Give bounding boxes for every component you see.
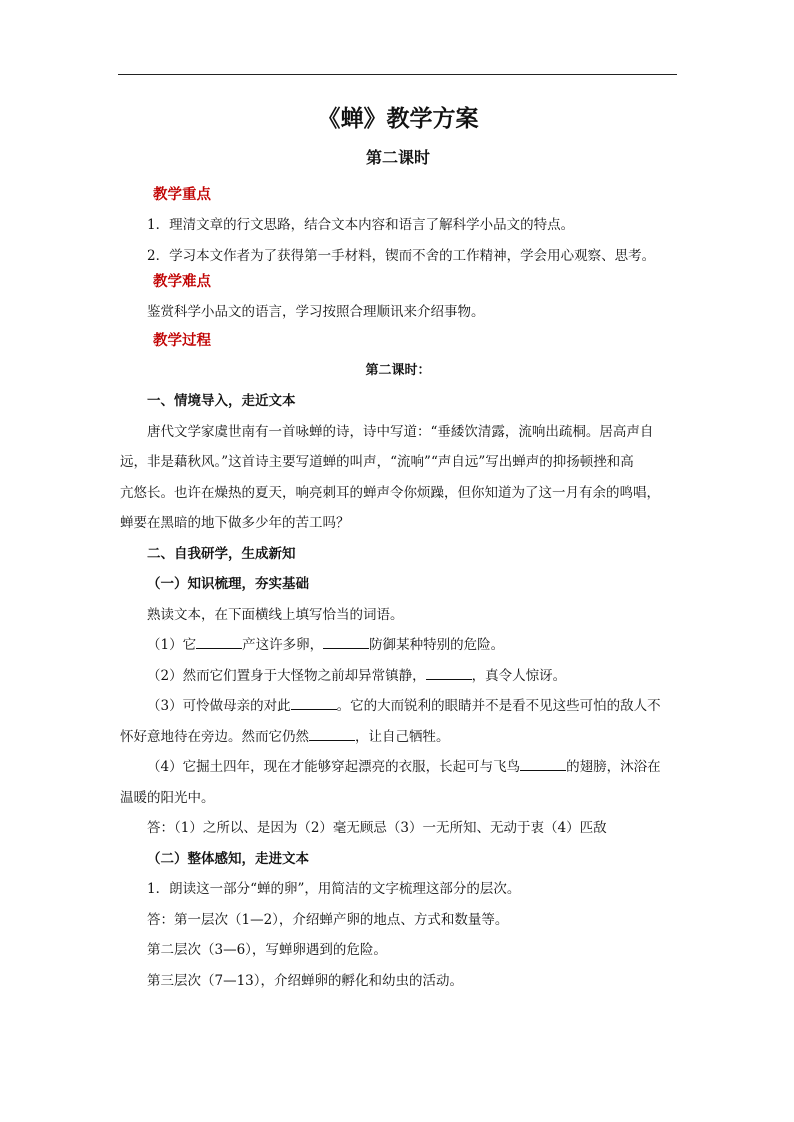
page-title: 《蝉》教学方案: [317, 105, 479, 132]
fill-blank: [323, 634, 369, 649]
question-text: 的翅膀，沐浴在: [566, 759, 661, 775]
question-text: 防御某种特别的危险。: [369, 637, 505, 653]
page-subtitle: 第二课时: [365, 148, 430, 167]
part1-heading: 一、情境导入，走近文本: [147, 393, 296, 409]
question-line: [120, 752, 680, 783]
question-text: （4）它掘土四年，现在才能够穿起漂亮的衣服，长起可与飞鸟: [147, 759, 521, 775]
question-2: [147, 661, 677, 692]
fill-blank: [520, 756, 566, 771]
question-4: [120, 752, 680, 813]
question-line: [120, 722, 680, 753]
question-1: [147, 630, 677, 661]
question-line: [120, 691, 680, 722]
question-text: 。它的大而锐利的眼睛并不是看不见这些可怕的敌人不: [336, 698, 661, 714]
sub2-heading: （二）整体感知，走进文本: [147, 850, 309, 867]
paragraph-line: 亢悠长。也许在燥热的夏天，响亮刺耳的蝉声令你烦躁，但你知道为了这一月有余的鸣唱，: [120, 484, 660, 501]
question-text: ，真令人惊讶。: [471, 667, 567, 684]
part2-heading: 二、自我研学，生成新知: [147, 545, 296, 562]
key-point-item: 2．学习本文作者为了获得第一手材料，锲而不舍的工作精神，学会用心观察、思考。: [147, 247, 656, 264]
difficulties-heading: 教学难点: [153, 273, 211, 290]
paragraph-line: 远，非是藉秋风。”这首诗主要写道蝉的叫声，“流响”“声自远”写出蝉声的抑扬顿挫和高: [120, 454, 634, 470]
sub2-answer: 第三层次（7—13），介绍蝉卵的孵化和幼虫的活动。: [147, 972, 464, 989]
paragraph-line: 唐代文学家虞世南有一首咏蝉的诗，诗中写道：“垂緌饮清露，流响出疏桐。居高声自: [147, 423, 654, 440]
sub2-answer: 答：第一层次（1—2），介绍蝉产卵的地点、方式和数量等。: [147, 911, 509, 928]
part1-paragraph: [120, 417, 680, 539]
question-text: ，让自己牺牲。: [355, 728, 450, 745]
fill-blank: [309, 726, 355, 741]
question-text: （1）它: [147, 637, 197, 653]
key-points-heading: 教学重点: [153, 186, 211, 203]
question-line: 温暖的阳光中。: [120, 789, 215, 806]
header-rule: [118, 74, 677, 75]
process-heading: 教学过程: [153, 331, 211, 349]
question-3: [120, 691, 680, 752]
sub1-answer: 答：（1）之所以、是因为（2）毫无顾忌（3）一无所知、无动于衷（4）匹敌: [147, 820, 607, 836]
fill-blank: [426, 665, 472, 680]
question-text: 产这许多卵，: [242, 637, 324, 653]
question-text: 怀好意地待在旁边。然而它仍然: [120, 728, 309, 745]
difficulties-text: 鉴赏科学小品文的语言，学习按照合理顺讯来介绍事物。: [147, 304, 485, 320]
document-body: [120, 100, 677, 996]
fill-blank: [196, 634, 242, 649]
fill-blank: [291, 695, 337, 710]
sub1-instruction: 熟读文本，在下面横线上填写恰当的词语。: [147, 606, 404, 623]
question-text: （2）然而它们置身于大怪物之前却异常镇静，: [147, 667, 426, 684]
lesson-label: 第二课时：: [365, 362, 431, 378]
key-point-item: 1．理清文章的行文思路，结合文本内容和语言了解科学小品文的特点。: [147, 217, 575, 233]
sub2-question: 1．朗读这一部分“蝉的卵”，用简洁的文字梳理这部分的层次。: [147, 881, 521, 897]
sub1-heading: （一）知识梳理，夯实基础: [147, 576, 309, 592]
question-text: （3）可怜做母亲的对此: [147, 698, 291, 714]
sub2-answer: 第二层次（3—6），写蝉卵遇到的危险。: [147, 942, 387, 958]
paragraph-line: 蝉要在黑暗的地下做多少年的苦工吗？: [120, 515, 350, 531]
